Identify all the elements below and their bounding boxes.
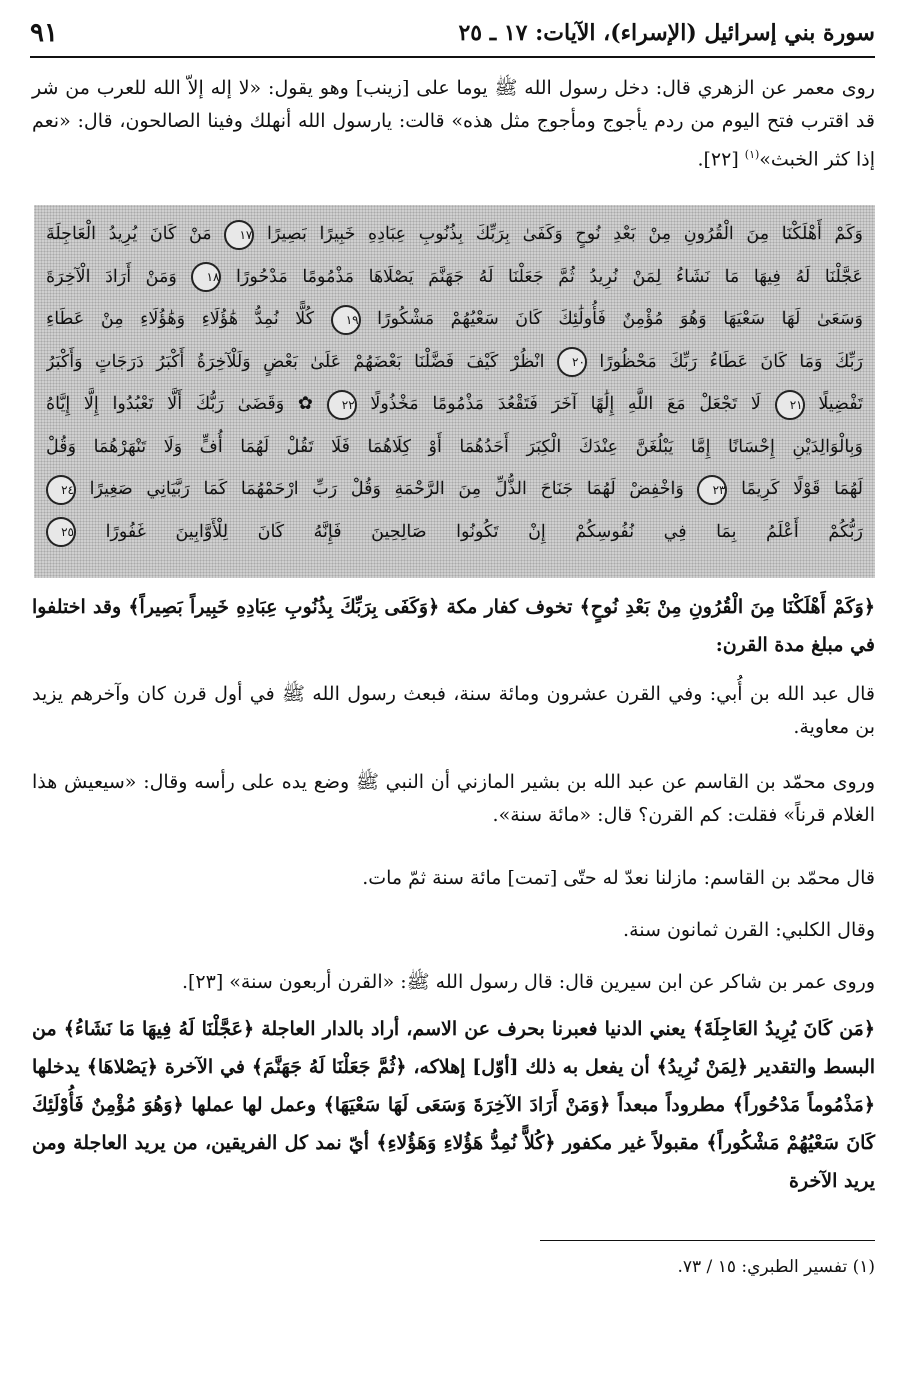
ayah-number-marker: ٢٠: [557, 347, 587, 377]
page-number: ٩١: [30, 18, 58, 48]
running-title: سورة بني إسرائيل (الإسراء)، الآيات: ١٧ ـ ٢٥: [458, 20, 875, 46]
hizb-marker-icon: ✿: [297, 393, 313, 415]
ayah-number-marker: ١٧: [224, 220, 254, 250]
verse-line: رَبِّكَ وَمَا كَانَ عَطَاءُ رَبِّكَ مَحْظُورًا ٢٠ انْظُرْ كَيْفَ فَضَّلْنَا بَعْضَهُمْ عَلَىٰ بَعْضٍ وَلَلْآخِرَةُ أَكْبَرُ دَرَجَاتٍ وَأَكْبَرُ: [46, 341, 863, 384]
ayah-number-marker: ١٩: [331, 305, 361, 335]
footnote-divider: [540, 1240, 875, 1241]
verse-line: عَجَّلْنَا لَهُ فِيهَا مَا نَشَاءُ لِمَنْ نُرِيدُ ثُمَّ جَعَلْنَا لَهُ جَهَنَّمَ يَصْلَاهَا مَذْمُومًا مَدْحُورًا ١٨ وَمَنْ أَرَادَ الْآخِرَةَ: [46, 256, 863, 299]
footnote-marker: (١): [744, 148, 760, 161]
verse-line: وَسَعَىٰ لَهَا سَعْيَهَا وَهُوَ مُؤْمِنٌ فَأُولَٰئِكَ كَانَ سَعْيُهُمْ مَشْكُورًا ١٩ كُلًّا نُمِدُّ هَٰؤُلَاءِ وَهَٰؤُلَاءِ مِنْ عَطَاءِ: [46, 298, 863, 341]
footnote: (١) تفسير الطبري: ١٥ / ٧٣.: [677, 1257, 875, 1277]
ayah-number-marker: ٢٥: [46, 517, 76, 547]
intro-paragraph: [32, 72, 875, 176]
quran-verses-box: [34, 205, 875, 578]
verse-line: وَبِالْوَالِدَيْنِ إِحْسَانًا إِمَّا يَبْلُغَنَّ عِنْدَكَ الْكِبَرَ أَحَدُهُمَا أَوْ كِلَاهُمَا فَلَا تَقُلْ لَهُمَا أُفٍّ وَلَا تَنْهَرْهُمَا وَقُلْ: [46, 436, 863, 457]
intro-reference: [٢٢].: [697, 148, 745, 171]
intro-text: روى معمر عن الزهري قال: دخل رسول الله ﷺ يوما على [زينب] وهو يقول: «لا إله إلاّ الله للعرب من شر قد اقترب فتح اليوم من ردم يأجوج ومأجوج مثل هذه» قالت: يارسول الله أنهلك وفينا الصالحون، قال: «نعم إذا كثر الخبث»: [32, 77, 875, 171]
ayah-number-marker: ٢٢: [327, 390, 357, 420]
verse-line: وَكَمْ أَهْلَكْنَا مِنَ الْقُرُونِ مِنْ بَعْدِ نُوحٍ وَكَفَىٰ بِرَبِّكَ بِذُنُوبِ عِبَادِهِ خَبِيرًا بَصِيرًا ١٧ مَنْ كَانَ يُرِيدُ الْعَاجِلَةَ: [46, 213, 863, 256]
commentary-paragraph-3: وروى محمّد بن القاسم عن عبد الله بن بشير المازني أن النبي ﷺ وضع يده على رأسه وقال: «سيعيش هذا الغلام قرناً» فقلت: كم القرن؟ قال: «مائة سنة».: [32, 771, 875, 826]
commentary-paragraph-1: ﴿وَكَمْ أَهْلَكْنَا مِنَ الْقُرُونِ مِنْ بَعْدِ نُوحٍ﴾ تخوف كفار مكة ﴿وَكَفَى بِرَبِّكَ بِذُنُوبِ عِبَادِهِ خَبِيراً بَصِيراً﴾ وقد اختلفوا في مبلغ مدة القرن:: [32, 596, 875, 656]
commentary-paragraph-6: وروى عمر بن شاكر عن ابن سيرين قال: قال رسول الله ﷺ: «القرن أربعون سنة» [٢٣].: [181, 971, 875, 993]
ayah-number-marker: ٢٣: [697, 475, 727, 505]
ayah-number-marker: ٢١: [775, 390, 805, 420]
commentary-paragraph-7: ﴿مَن كَانَ يُرِيدُ العَاجِلَةَ﴾ يعني الدنيا فعبرنا بحرف عن الاسم، أراد بالدار العاجلة ﴿عَجَّلْنَا لَهُ فِيهَا مَا نَشَاءُ﴾ من البسط والتقدير ﴿لِمَنْ نُرِيدُ﴾ أن يفعل به ذلك [أوّل] إهلاكه، ﴿ثُمَّ جَعَلْنَا لَهُ جَهَنَّمَ﴾ في الآخرة ﴿يَصْلاهَا﴾ يدخلها ﴿مَذْمُوماً مَدْحُوراً﴾ مطروداً مبعداً ﴿وَمَنْ أَرَادَ الآخِرَةَ وَسَعَى لَهَا سَعْيَهَا﴾ وعمل لها عملها ﴿وَهُوَ مُؤْمِنٌ فَأُوْلَئِكَ كَانَ سَعْيُهُمْ مَشْكُوراً﴾ مقبولاً غير مكفور ﴿كُلاًّ نُمِدُّ هَؤُلاءِ وَهَؤُلاءِ﴾ أيّ نمد كل الفريقين، من يريد العاجلة ومن يريد الآخرة: [32, 1018, 876, 1192]
page-header: [30, 10, 875, 58]
verse-line: رَبُّكُمْ أَعْلَمُ بِمَا فِي نُفُوسِكُمْ إِنْ تَكُونُوا صَالِحِينَ فَإِنَّهُ كَانَ لِلْأَوَّابِينَ غَفُورًا ٢٥: [46, 511, 863, 554]
verse-line: تَفْضِيلًا ٢١ لَا تَجْعَلْ مَعَ اللَّهِ إِلَٰهًا آخَرَ فَتَقْعُدَ مَذْمُومًا مَخْذُولًا ٢٢ ✿ وَقَضَىٰ رَبُّكَ أَلَّا تَعْبُدُوا إِلَّا إِيَّاهُ: [46, 383, 863, 426]
commentary-paragraph-2: قال عبد الله بن أُبي: وفي القرن عشرون ومائة سنة، فبعث رسول الله ﷺ في أول قرن كان وآخرهم يزيد بن معاوية.: [32, 683, 875, 738]
ayah-number-marker: ١٨: [191, 262, 221, 292]
commentary-paragraph-4: قال محمّد بن القاسم: مازلنا نعدّ له حتّى [تمت] مائة سنة ثمّ مات.: [362, 867, 875, 889]
ayah-number-marker: ٢٤: [46, 475, 76, 505]
commentary-paragraph-5: وقال الكلبي: القرن ثمانون سنة.: [623, 919, 875, 941]
verse-line: لَهُمَا قَوْلًا كَرِيمًا ٢٣ وَاخْفِضْ لَهُمَا جَنَاحَ الذُّلِّ مِنَ الرَّحْمَةِ وَقُلْ رَبِّ ارْحَمْهُمَا كَمَا رَبَّيَانِي صَغِيرًا ٢٤: [46, 468, 863, 511]
